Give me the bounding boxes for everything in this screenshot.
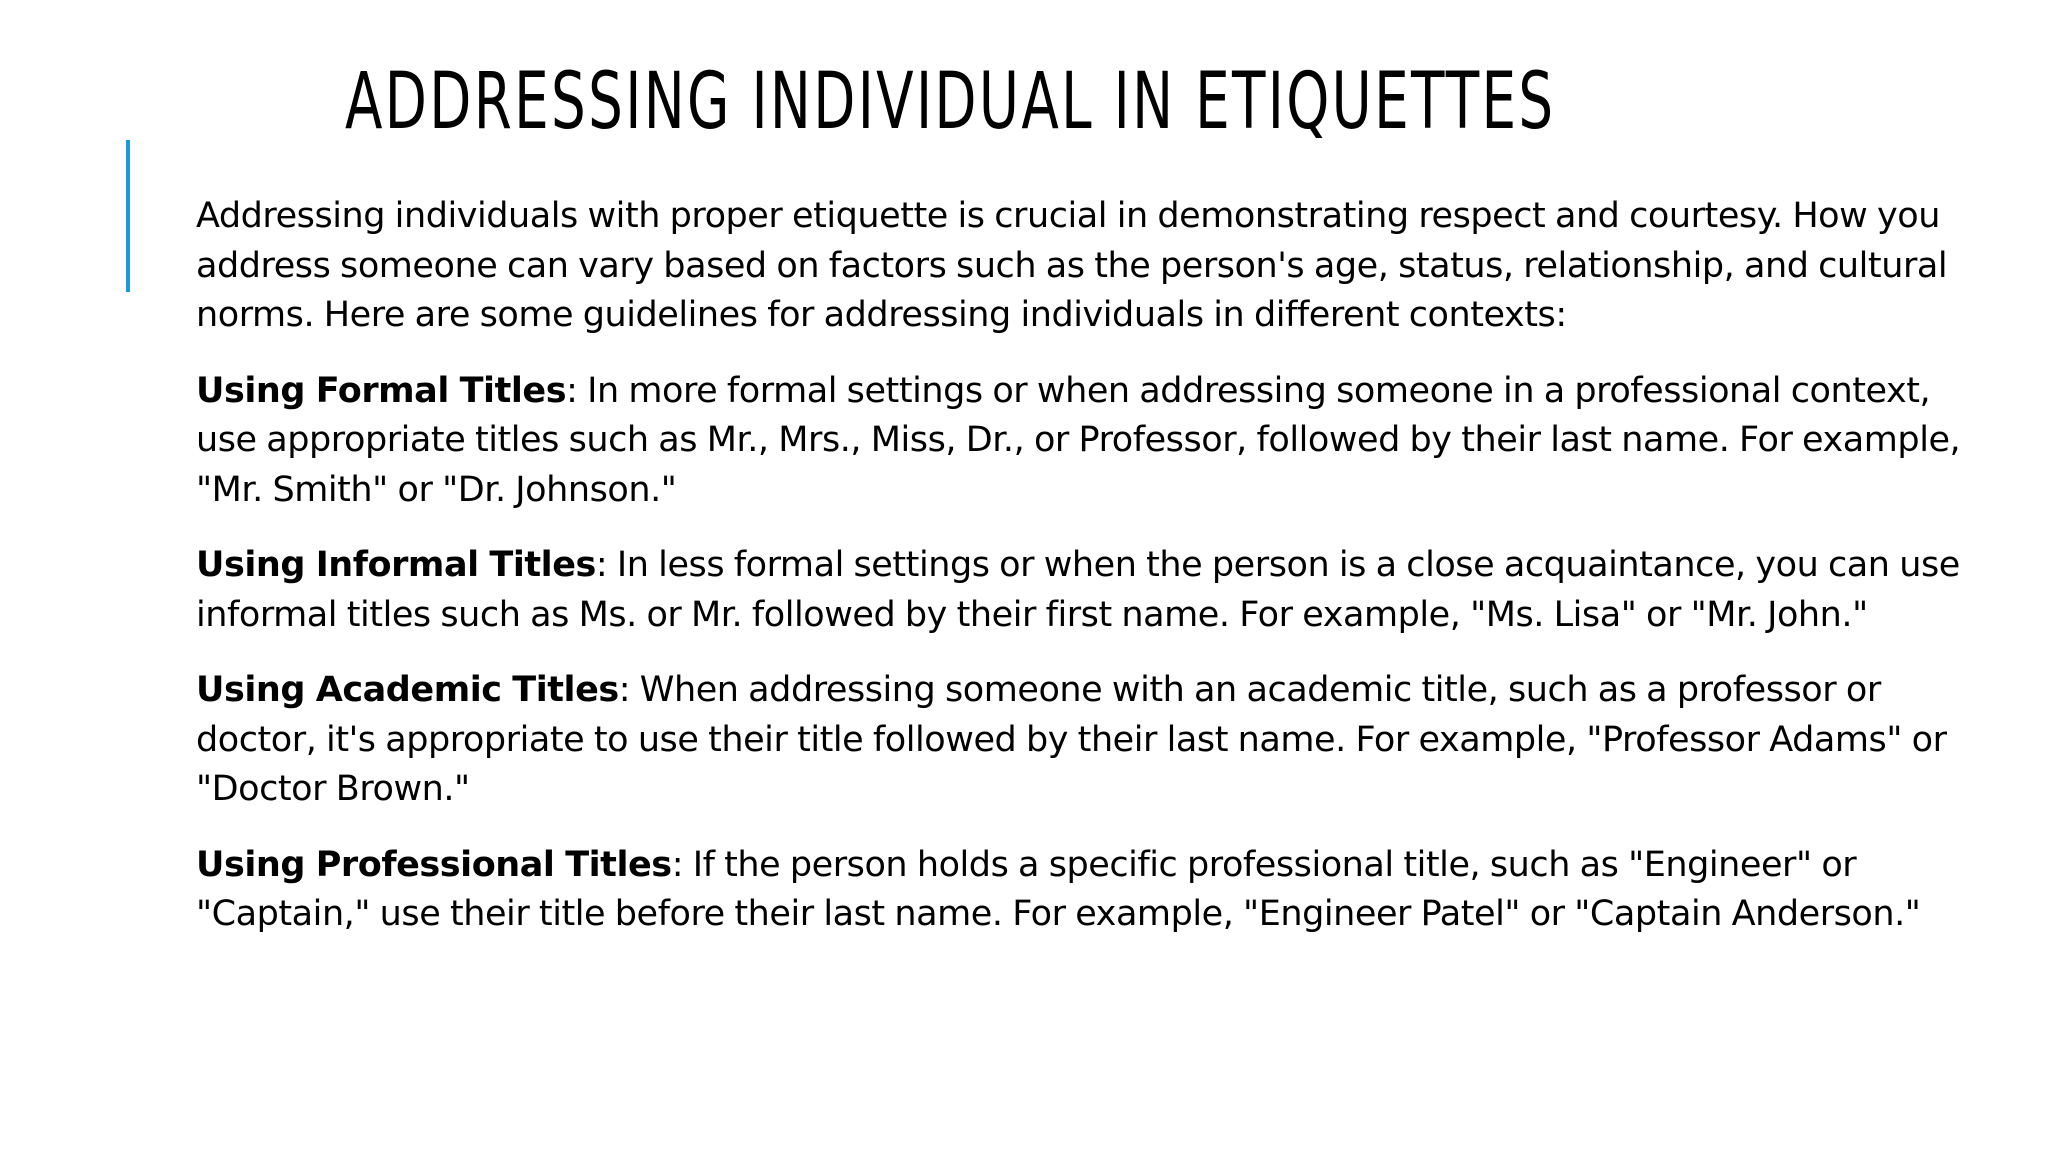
professional-titles-paragraph [196, 841, 1996, 940]
professional-titles-text: : If the person holds a specific professional title, such as "Engineer" or "Captain," use their title before their last name. For example, "Engineer Patel" or "Captain Anderson." [196, 844, 1921, 934]
informal-titles-paragraph [196, 541, 1996, 640]
formal-titles-text: : In more formal settings or when addressing someone in a professional context, use appropriate titles such as Mr., Mrs., Miss, Dr., or Professor, followed by their last name. For example, "Mr. Smith" or "Dr. Johnson." [196, 370, 1961, 510]
academic-titles-heading: Using Academic Titles [196, 670, 619, 710]
academic-titles-text: : When addressing someone with an academic title, such as a professor or doctor, it's appropriate to use their title followed by their last name. For example, "Professor Adams" or "Doctor Brown." [196, 670, 1947, 809]
slide-body [196, 192, 1996, 966]
intro-paragraph: Addressing individuals with proper etiquette is crucial in demonstrating respect and courtesy. How you address someone can vary based on factors such as the person's age, status, relationship, and cultural norms. Here are some guidelines for addressing individuals in different contexts: [196, 196, 1948, 335]
accent-bar [126, 140, 130, 292]
professional-titles-heading: Using Professional Titles [196, 844, 672, 885]
slide-title: ADDRESSING INDIVIDUAL IN ETIQUETTES [345, 57, 1556, 147]
informal-titles-text: : In less formal settings or when the person is a close acquaintance, you can use informal titles such as Ms. or Mr. followed by their first name. For example, "Ms. Lisa" or "Mr. John." [196, 545, 1960, 635]
academic-titles-paragraph [196, 666, 1996, 815]
formal-titles-paragraph [196, 367, 1996, 516]
informal-titles-heading: Using Informal Titles [196, 545, 596, 585]
formal-titles-heading: Using Formal Titles [196, 370, 567, 411]
